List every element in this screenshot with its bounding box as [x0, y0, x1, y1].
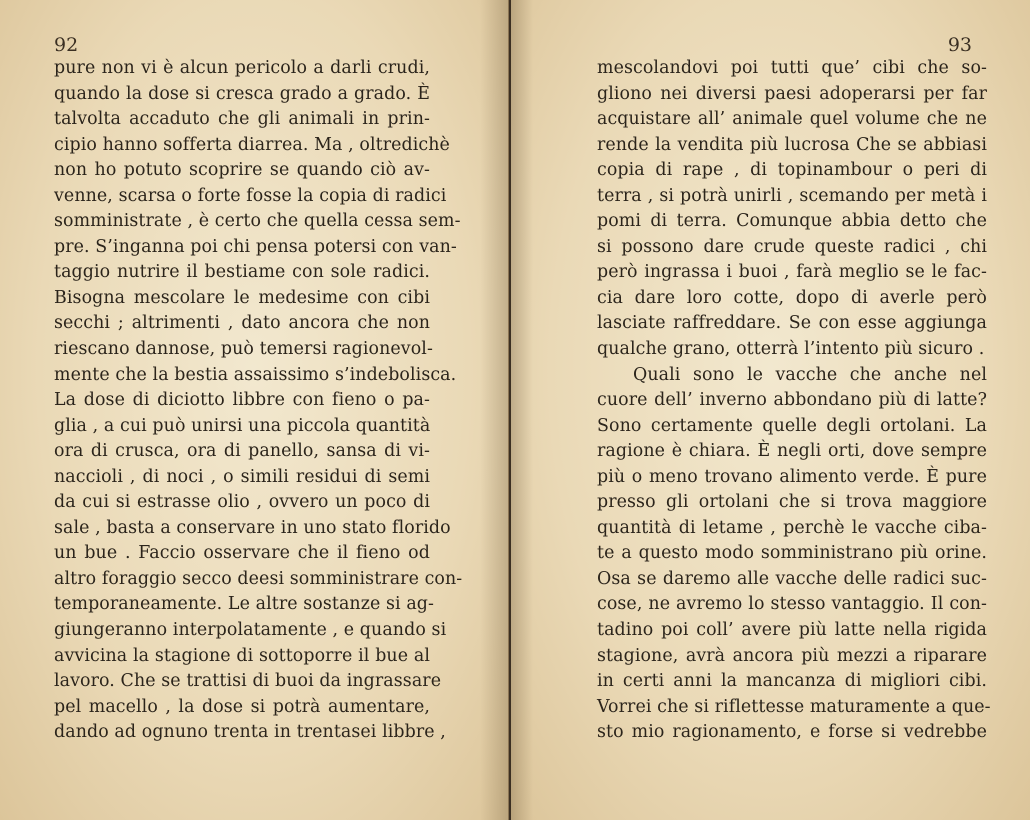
text-line: Vorrei che si riflettesse maturamente a que-: [597, 696, 991, 717]
text-line: cipio hanno sofferta diarrea. Ma , oltredichè: [54, 134, 450, 155]
text-line: copia di rape , di topinambour o peri di: [597, 160, 987, 181]
text-line: quantità di letame , perchè le vacche ciba-: [597, 517, 987, 538]
text-line: dando ad ognuno trenta in trentasei libbre ,: [54, 722, 446, 743]
left-page-text: [54, 56, 463, 746]
text-line: Quali sono le vacche che anche nel: [633, 364, 987, 385]
text-line: mente che la bestia assaissimo s’indebolisca.: [54, 364, 457, 385]
text-line: secchi ; altrimenti , dato ancora che non: [54, 313, 430, 334]
text-line: temporaneamente. Le altre sostanze si ag-: [54, 594, 435, 615]
text-line: talvolta accaduto che gli animali in prin-: [54, 109, 430, 130]
text-line: tadino poi coll’ avere più latte nella rigida: [597, 620, 987, 641]
text-line: riescano dannose, può temersi ragionevol-: [54, 339, 433, 360]
text-line: mescolandovi poi tutti que’ cibi che so-: [597, 58, 987, 78]
text-line: cia dare loro cotte, dopo di averle però: [597, 287, 987, 308]
text-line: sto mio ragionamento, e forse si vedrebbe: [597, 722, 987, 743]
right-page-text: [597, 56, 991, 746]
page-number-left: 92: [54, 34, 79, 56]
text-line: Bisogna mescolare le medesime con cibi: [54, 287, 430, 308]
page-number-right: 93: [947, 34, 972, 56]
text-line: da cui si estrasse olio , ovvero un poco di: [54, 492, 430, 513]
text-line: Sono certamente quelle degli ortolani. La: [597, 415, 987, 436]
text-line: si possono dare crude queste radici , chi: [597, 236, 987, 257]
text-line: cuore dell’ inverno abbondano più di latte?: [597, 390, 987, 411]
text-line: pomi di terra. Comunque abbia detto che: [597, 211, 987, 232]
text-line: terra , si potrà unirli , scemando per metà i: [597, 185, 987, 206]
text-line: ora di crusca, ora di panello, sansa di vi-: [54, 441, 430, 462]
text-line: pre. S’inganna poi chi pensa potersi con van-: [54, 236, 457, 257]
text-line: ragione è chiara. È negli orti, dove sempre: [597, 441, 987, 462]
text-line: gliono nei diversi paesi adoperarsi per far: [597, 83, 987, 104]
text-line: qualche grano, otterrà l’intento più sicuro .: [597, 339, 985, 360]
text-line: cose, ne avremo lo stesso vantaggio. Il con-: [597, 594, 987, 615]
gutter-shadow: [480, 0, 508, 820]
text-line: altro foraggio secco deesi somministrare con-: [54, 568, 463, 589]
text-line: rende la vendita più lucrosa Che se abbiasi: [597, 134, 987, 155]
right-page: [509, 0, 1030, 820]
text-line: un bue . Faccio osservare che il fieno od: [54, 543, 430, 564]
text-line: pel macello , la dose si potrà aumentare,: [54, 696, 430, 717]
text-line: più o meno trovano alimento verde. È pure: [597, 466, 987, 487]
text-line: taggio nutrire il bestiame con sole radici.: [54, 262, 430, 283]
text-line: venne, scarsa o forte fosse la copia di radici: [54, 185, 447, 206]
text-line: quando la dose si cresca grado a grado. È: [54, 83, 430, 104]
text-line: giungeranno interpolatamente , e quando si: [54, 620, 447, 641]
text-line: però ingrassa i buoi , farà meglio se le fac-: [597, 262, 987, 283]
text-line: stagione, avrà ancora più mezzi a riparare: [597, 645, 987, 666]
text-line: acquistare all’ animale quel volume che ne: [597, 109, 987, 130]
text-line: lavoro. Che se trattisi di buoi da ingrassare: [54, 671, 442, 692]
text-line: La dose di diciotto libbre con fieno o pa-: [54, 390, 430, 411]
text-line: somministrate , è certo che quella cessa sem-: [54, 211, 461, 232]
gutter-shadow: [511, 0, 533, 820]
text-line: naccioli , di noci , o simili residui di semi: [54, 466, 430, 487]
text-line: Osa se daremo alle vacche delle radici suc-: [597, 568, 987, 589]
text-line: avvicina la stagione di sottoporre il bue al: [54, 645, 430, 666]
text-line: te a questo modo somministrano più orine.: [597, 543, 987, 564]
text-line: in certi anni la mancanza di migliori cibi.: [597, 671, 987, 692]
text-line: glia , a cui può unirsi una piccola quantità: [54, 415, 431, 436]
text-line: non ho potuto scoprire se quando ciò av-: [54, 160, 430, 181]
text-line: lasciate raffreddare. Se con esse aggiunga: [597, 313, 987, 334]
text-line: sale , basta a conservare in uno stato florido: [54, 517, 451, 538]
left-page: [0, 0, 509, 820]
text-line: presso gli ortolani che si trova maggiore: [597, 492, 987, 513]
text-line: pure non vi è alcun pericolo a darli crudi,: [54, 58, 430, 78]
